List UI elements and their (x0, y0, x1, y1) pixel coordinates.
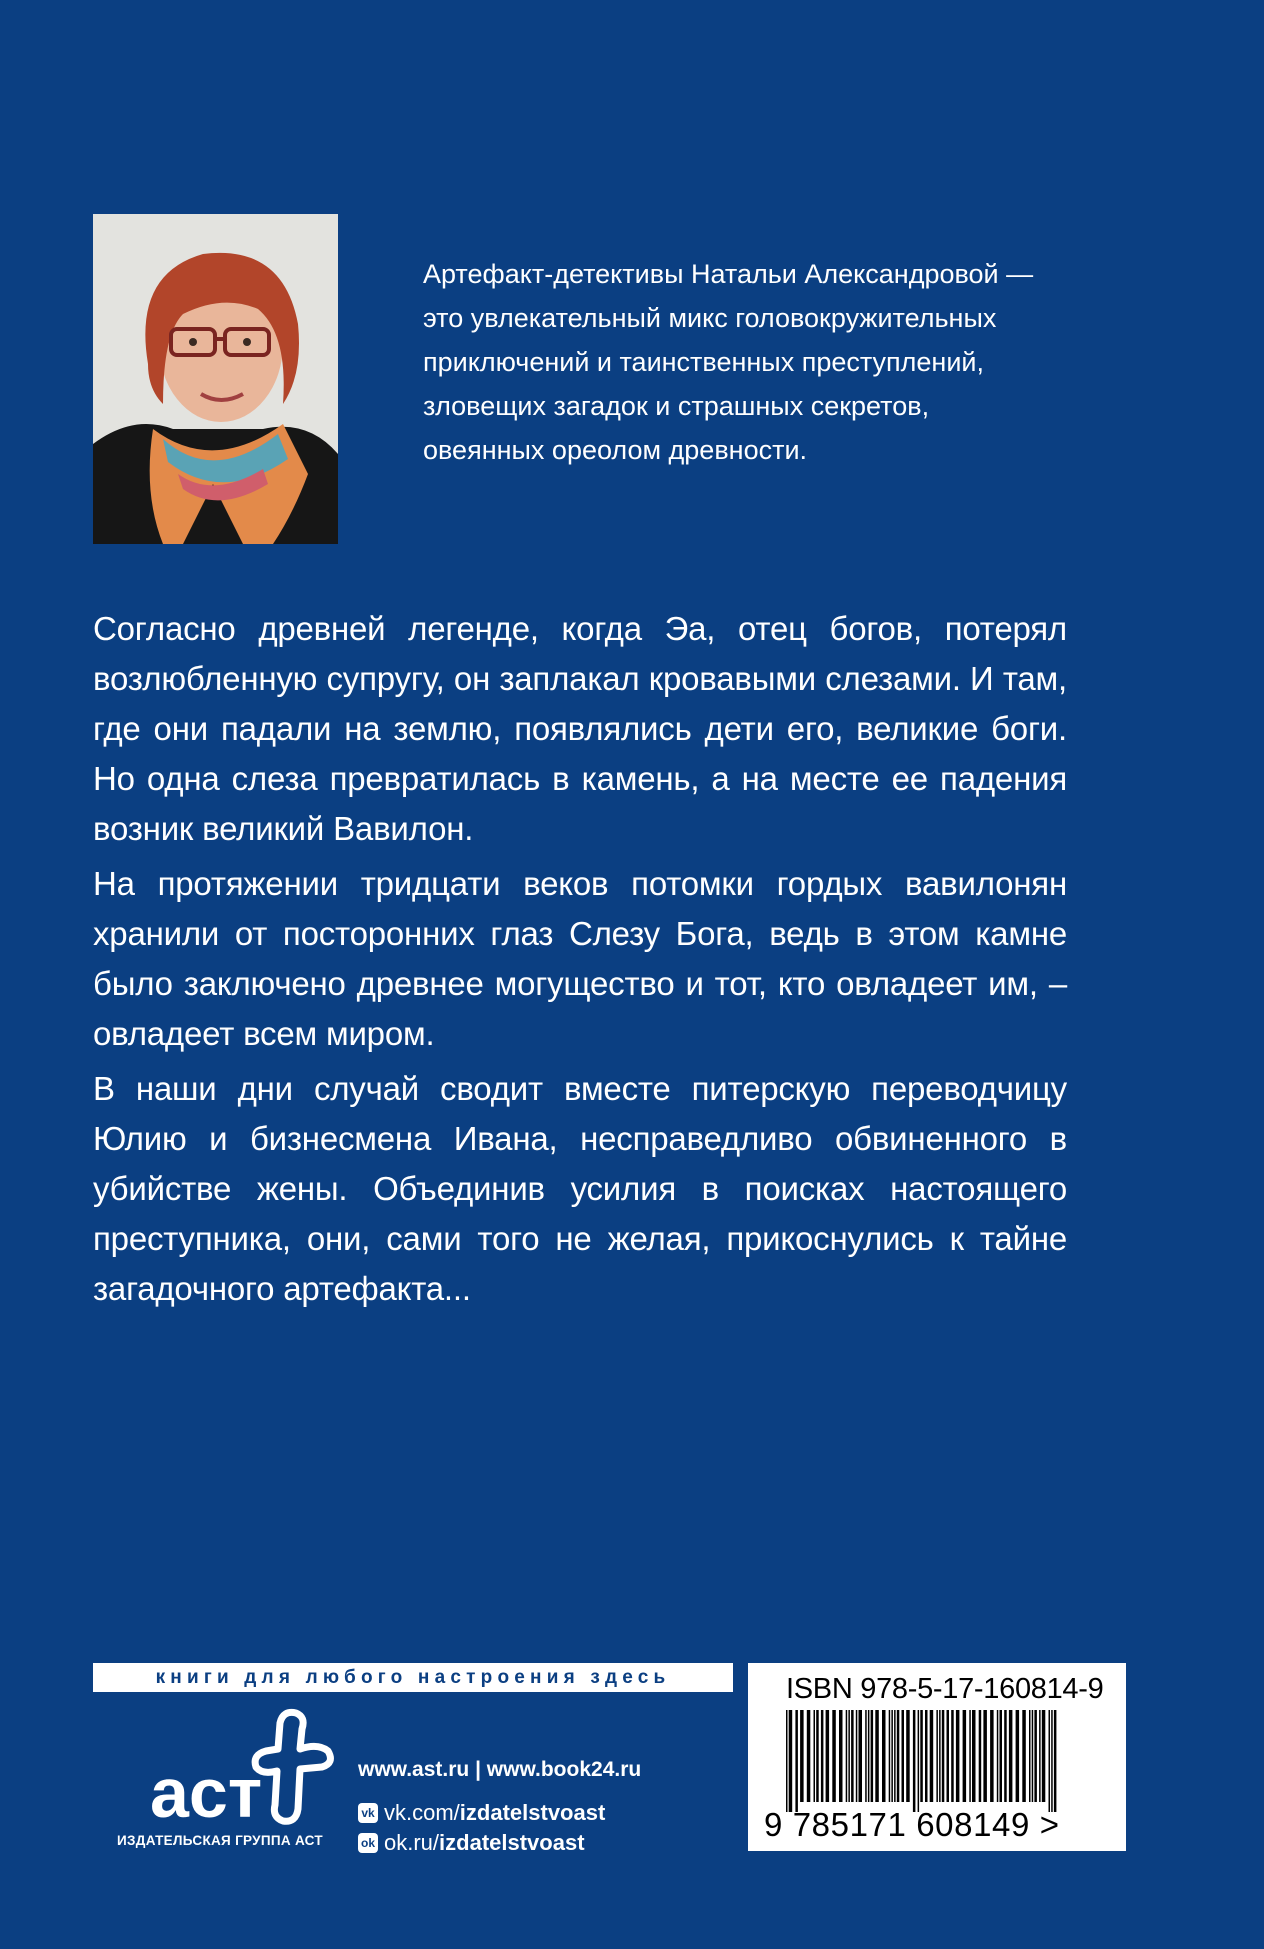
barcode-bar (859, 1710, 863, 1802)
ok-prefix: ok.ru/ (384, 1830, 440, 1855)
barcode-bar (882, 1710, 886, 1802)
barcode-bar (868, 1710, 870, 1802)
ok-link[interactable] (358, 1828, 641, 1858)
barcode-bar (972, 1710, 976, 1802)
barcode-bar (969, 1710, 971, 1802)
barcode-bar (956, 1710, 960, 1802)
intro-line: Артефакт-детективы Натальи Александровой — (423, 259, 1034, 289)
barcode-bar (1022, 1710, 1026, 1802)
barcode-bar (897, 1710, 900, 1802)
barcode-bar (1000, 1710, 1003, 1802)
barcode-bar (979, 1710, 982, 1802)
barcode-bar (889, 1710, 891, 1802)
intro-line: это увлекательный микс головокружительных (423, 303, 997, 333)
barcode-bar (902, 1710, 905, 1802)
web-links[interactable]: www.ast.ru | www.book24.ru (358, 1758, 642, 1781)
ean-digits: 9 785171 608149 > (764, 1806, 1060, 1843)
barcode-bar (800, 1710, 804, 1802)
tagline-bar: книги для любого настроения здесь (93, 1663, 733, 1692)
intro-line: овеянных ореолом древности. (423, 435, 808, 465)
barcode-bar (851, 1710, 854, 1802)
barcode-bar (846, 1710, 848, 1802)
barcode-bar (816, 1710, 819, 1802)
vk-handle: izdatelstvoast (459, 1800, 606, 1825)
description-paragraph: На протяжении тридцати веков потомки гордых вавилонян хранили от посторонних глаз Слезу Бога, ведь в этом камне было заключено древнее могущество и тот, кто овладеет им, – овладеет всем миром. (93, 865, 1067, 1052)
barcode-bar (920, 1710, 923, 1802)
barcode-bar (906, 1710, 910, 1802)
ok-icon: ok (358, 1833, 378, 1853)
barcode (786, 1710, 1086, 1812)
barcode-bar (925, 1710, 928, 1802)
vk-prefix: vk.com/ (384, 1800, 460, 1825)
barcode-bar (913, 1710, 916, 1812)
barcode-bar (942, 1710, 945, 1802)
barcode-bar (856, 1710, 858, 1802)
barcode-bar (1009, 1710, 1013, 1802)
barcode-bar (875, 1710, 879, 1802)
barcode-bar (1016, 1710, 1020, 1802)
barcode-bar (936, 1710, 938, 1802)
barcode-bar (814, 1710, 816, 1802)
description-paragraph: Согласно древней легенде, когда Эа, отец богов, потерял возлюбленную супругу, он заплакал кровавыми слезами. И там, где они падали на землю, появлялись дети его, великие боги. Но одна слеза превратилась в камень, а на месте ее падения возник великий Вавилон. (93, 610, 1067, 847)
barcode-bar (848, 1710, 850, 1802)
barcode-bar (1004, 1710, 1007, 1802)
publisher-links (358, 1758, 641, 1858)
barcode-bar (939, 1710, 941, 1802)
logo-text: аст (150, 1754, 263, 1832)
isbn-label: ISBN 978-5-17-160814-9 (786, 1673, 1104, 1705)
barcode-bar (795, 1710, 798, 1812)
barcode-bar (918, 1710, 920, 1812)
barcode-bar (930, 1710, 934, 1802)
book-description (93, 604, 1067, 1319)
barcode-bar (951, 1710, 954, 1802)
barcode-bar (786, 1710, 788, 1812)
barcode-bar (1039, 1710, 1041, 1802)
description-paragraph: В наши дни случай сводит вместе питерскую переводчицу Юлию и бизнесмена Ивана, несправедливо обвиненного в убийстве жены. Объединив усилия в поисках настоящего преступника, они, сами того не желая, прикоснулись к тайне загадочного артефакта... (93, 1070, 1067, 1307)
barcode-bar (832, 1710, 836, 1802)
barcode-bar (789, 1710, 793, 1812)
barcode-bar (821, 1710, 824, 1802)
ok-handle: izdatelstvoast (439, 1830, 585, 1855)
barcode-bar (990, 1710, 994, 1802)
barcode-bar (891, 1710, 893, 1802)
barcode-bar (1049, 1710, 1051, 1812)
barcode-bar (1051, 1710, 1053, 1812)
barcode-bar (807, 1710, 811, 1802)
barcode-bar (839, 1710, 843, 1802)
barcode-bar (963, 1710, 967, 1802)
barcode-bar (1034, 1710, 1037, 1802)
barcode-bar (1029, 1710, 1031, 1802)
barcode-bar (947, 1710, 950, 1802)
vk-link[interactable] (358, 1798, 641, 1828)
author-intro (423, 252, 1123, 472)
vk-icon: vk (358, 1803, 378, 1823)
barcode-bar (997, 1710, 999, 1802)
author-photo (93, 214, 338, 544)
barcode-bar (826, 1710, 830, 1802)
publisher-name: ИЗДАТЕЛЬСКАЯ ГРУППА АСТ (117, 1833, 323, 1848)
barcode-bar (983, 1710, 987, 1802)
isbn-box (748, 1663, 1126, 1851)
barcode-bar (865, 1710, 867, 1802)
barcode-bar (1054, 1710, 1057, 1812)
barcode-bar (1042, 1710, 1046, 1802)
barcode-bar (894, 1710, 896, 1802)
intro-line: зловещих загадок и страшных секретов, (423, 391, 930, 421)
intro-line: приключений и таинственных преступлений, (423, 347, 985, 377)
barcode-bar (1032, 1710, 1034, 1802)
barcode-bar (871, 1710, 874, 1802)
